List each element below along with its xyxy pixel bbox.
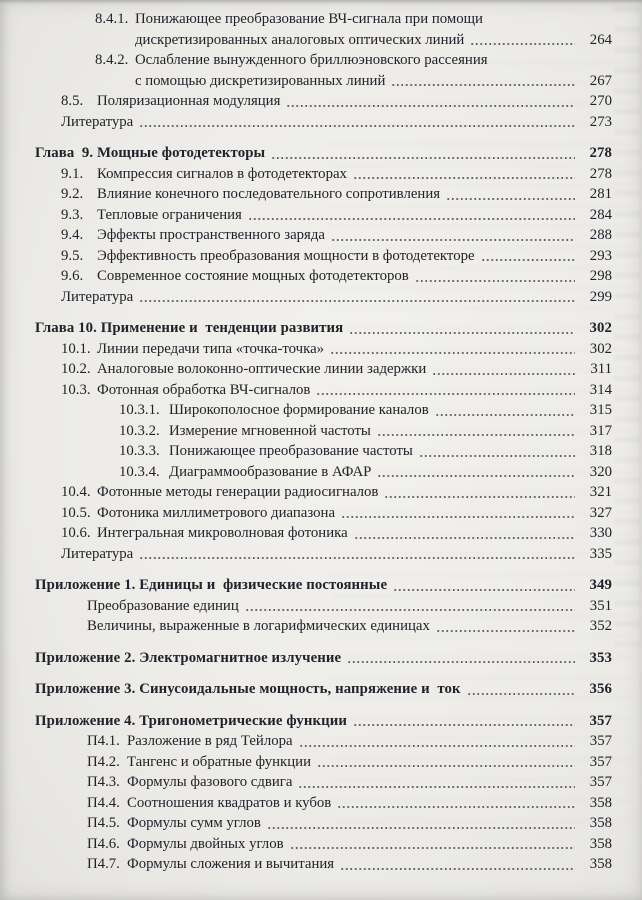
- dotted-leader: [481, 258, 575, 262]
- section-gap: [35, 668, 612, 679]
- toc-entry-title: Фотонные методы генерации радиосигналов: [97, 484, 379, 500]
- toc-entry-page: 278: [589, 145, 612, 161]
- toc-row: [35, 544, 612, 565]
- toc-entry-page: 357: [589, 774, 612, 790]
- toc-entry-number: 10.3.4.: [119, 463, 160, 480]
- toc-entry-title: Широкополосное формирование каналов: [169, 402, 429, 418]
- toc-entry-number: 10.4.: [61, 484, 91, 500]
- toc-entry-title: Приложение 2. Электромагнитное излучение: [35, 649, 342, 666]
- toc-entry-page: 330: [589, 525, 612, 541]
- toc-row: [35, 711, 612, 732]
- dotted-leader: [245, 608, 575, 612]
- toc-entry-number: П4.2.: [87, 753, 120, 770]
- toc-row: [35, 143, 612, 164]
- section-gap: [35, 564, 612, 575]
- toc-entry-page: 352: [589, 618, 612, 634]
- toc-entry-title: Понижающее преобразование ВЧ-сигнала при помощи: [135, 11, 483, 27]
- dotted-leader: [347, 660, 575, 664]
- toc-entry-page: 357: [589, 712, 612, 729]
- toc-entry-number: 10.3.3.: [119, 443, 160, 459]
- toc-entry-number: 9.4.: [61, 227, 84, 243]
- toc-row: [35, 339, 612, 360]
- toc-row: [35, 793, 612, 814]
- toc-entry-title: Влияние конечного последовательного сопротивления: [97, 186, 441, 202]
- toc-entry-number: 10.3.2.: [119, 422, 160, 439]
- toc-entry-number: П4.5.: [87, 815, 120, 831]
- toc-entry-title: Соотношения квадратов и кубов: [127, 794, 332, 811]
- toc-entry-number: 9.2.: [61, 186, 84, 202]
- dotted-leader: [467, 692, 575, 696]
- dotted-leader: [432, 372, 575, 376]
- toc-entry-page: 317: [589, 422, 612, 439]
- dotted-leader: [393, 588, 575, 592]
- toc-row: [35, 523, 612, 544]
- toc-entry-page: 357: [589, 733, 612, 749]
- dotted-leader: [435, 413, 575, 417]
- toc-entry-title: Приложение 1. Единицы и физические постоянные: [35, 577, 388, 593]
- toc-entry-page: 327: [589, 504, 612, 521]
- toc-entry-title: Формулы сложения и вычитания: [127, 856, 335, 872]
- toc-entry-title: Поляризационная модуляция: [97, 93, 281, 109]
- toc-row: [35, 813, 612, 834]
- toc-entry-number: 9.6.: [61, 268, 84, 284]
- toc-entry-page: 288: [589, 227, 612, 243]
- dotted-leader: [286, 104, 575, 108]
- toc-entry-title: Диаграммообразование в АФАР: [169, 463, 372, 480]
- toc-entry-page: 264: [589, 31, 612, 48]
- dotted-leader: [384, 495, 575, 499]
- toc-entry-page: 321: [589, 484, 612, 500]
- toc-row: [35, 482, 612, 503]
- toc-entry-page: 320: [589, 463, 612, 480]
- toc-entry-title: Преобразование единиц: [87, 597, 239, 614]
- toc-row: [35, 205, 612, 226]
- toc-row: [35, 772, 612, 793]
- toc-entry-page: 318: [589, 443, 612, 459]
- toc-entry-page: 267: [589, 72, 612, 89]
- toc-entry-number: П4.6.: [87, 835, 120, 852]
- dotted-leader: [290, 846, 575, 850]
- toc-entry-page: 358: [589, 856, 612, 872]
- toc-row: [35, 731, 612, 752]
- toc-entry-number: 10.3.1.: [119, 402, 160, 418]
- section-gap: [35, 307, 612, 318]
- toc-entry-title-continued: с помощью дискретизированных линий: [135, 72, 386, 89]
- toc-entry-title: Фотонная обработка ВЧ-сигналов: [97, 381, 311, 398]
- toc-row: [35, 752, 612, 773]
- section-gap: [35, 132, 612, 143]
- toc-entry-title: Ослабление вынужденного бриллюэновского рассеяния: [135, 52, 488, 68]
- dotted-leader: [349, 331, 575, 335]
- dotted-leader: [446, 197, 575, 201]
- toc-entry-number: 8.4.1.: [95, 11, 129, 27]
- toc-entry-title: Величины, выраженные в логарифмических единицах: [87, 618, 430, 634]
- dotted-leader: [377, 433, 575, 437]
- toc-entry-title: Аналоговые волоконно-оптические линии задержки: [97, 361, 427, 377]
- toc-row: [35, 834, 612, 855]
- toc-entry-page: 335: [589, 545, 612, 562]
- toc-entry-number: 9.3.: [61, 206, 84, 223]
- toc-entry-number: 10.6.: [61, 525, 91, 541]
- toc-entry-title: Эффекты пространственного заряда: [97, 227, 325, 243]
- dotted-leader: [267, 826, 575, 830]
- scan-edge-shadow: [0, 0, 642, 4]
- dotted-leader: [337, 805, 575, 809]
- dotted-leader: [340, 867, 575, 871]
- toc-entry-number: П4.3.: [87, 774, 120, 790]
- toc-entry-page: 293: [589, 247, 612, 264]
- toc-entry-title: Литература: [61, 113, 134, 130]
- toc-entry-title: Измерение мгновенной частоты: [169, 422, 371, 439]
- toc-entry-page: 358: [589, 835, 612, 852]
- toc-row: [35, 318, 612, 339]
- toc-entry-title: Литература: [61, 288, 134, 305]
- section-gap: [35, 700, 612, 711]
- toc-entry-number: 9.1.: [61, 165, 84, 182]
- toc-entry-page: 273: [589, 113, 612, 130]
- toc-row: [35, 266, 612, 287]
- toc-row: [35, 421, 612, 442]
- toc-entry-title: Фотоника миллиметрового диапазона: [97, 504, 336, 521]
- toc-entry-page: 358: [589, 794, 612, 811]
- dotted-leader: [139, 556, 575, 560]
- toc-row: [35, 679, 612, 700]
- dotted-leader: [330, 351, 575, 355]
- toc-entry-page: 299: [589, 288, 612, 305]
- toc-row: [35, 50, 612, 71]
- toc-entry-title: Компрессия сигналов в фотодетекторах: [97, 165, 347, 182]
- toc-entry-title: Современное состояние мощных фотодетекторов: [97, 268, 409, 284]
- dotted-leader: [316, 392, 575, 396]
- toc-entry-title: Понижающее преобразование частоты: [169, 443, 413, 459]
- dotted-leader: [248, 217, 575, 221]
- toc-entry-number: П4.7.: [87, 856, 120, 872]
- toc-entry-page: 311: [590, 361, 612, 377]
- toc-row: [35, 359, 612, 380]
- toc-entry-title: Линии передачи типа «точка-точка»: [97, 340, 325, 357]
- dotted-leader: [354, 536, 575, 540]
- toc-row: [35, 596, 612, 617]
- toc-row: [35, 503, 612, 524]
- dotted-leader: [271, 156, 575, 160]
- toc-entry-title: Разложение в ряд Тейлора: [127, 733, 293, 749]
- dotted-leader: [391, 83, 575, 87]
- toc-entry-page: 353: [589, 649, 612, 666]
- toc-entry-page: 357: [589, 753, 612, 770]
- toc-entry-title: Формулы сумм углов: [127, 815, 261, 831]
- toc-entry-page: 349: [589, 577, 612, 593]
- toc-entry-title: Приложение 4. Тригонометрические функции: [35, 712, 347, 729]
- toc-row: [35, 9, 612, 30]
- toc-entry-title: Эффективность преобразования мощности в фотодетекторе: [97, 247, 475, 264]
- toc-entry-page: 298: [589, 268, 612, 284]
- toc-entry-page: 302: [589, 340, 612, 357]
- toc-row: [35, 441, 612, 462]
- toc-entry-number: 10.5.: [61, 504, 91, 521]
- toc-entry-page: 281: [589, 186, 612, 202]
- dotted-leader: [353, 176, 575, 180]
- dotted-leader: [436, 629, 575, 633]
- toc-entry-page: 270: [589, 93, 612, 109]
- toc-entry-title: Глава 10. Применение и тенденции развития: [35, 320, 344, 336]
- dotted-leader: [419, 454, 575, 458]
- dotted-leader: [139, 299, 575, 303]
- toc-entry-number: 10.1.: [61, 340, 91, 357]
- toc-entry-title: Литература: [61, 545, 134, 562]
- toc-entry-number: 8.5.: [61, 93, 84, 109]
- toc-row: [35, 164, 612, 185]
- toc-row: [35, 854, 612, 875]
- toc-entry-page: 358: [589, 815, 612, 831]
- toc-entry-title: Интегральная микроволновая фотоника: [97, 525, 348, 541]
- toc-entry-title: Тепловые ограничения: [97, 206, 242, 223]
- toc-entry-number: 9.5.: [61, 247, 84, 264]
- toc-row: [35, 400, 612, 421]
- toc-entry-number: П4.4.: [87, 794, 120, 811]
- toc-row: [35, 246, 612, 267]
- toc-row: [35, 184, 612, 205]
- toc-entry-page: 302: [589, 320, 612, 336]
- toc-entry-page: 284: [589, 206, 612, 223]
- section-gap: [35, 637, 612, 648]
- toc-entry-title-continued: дискретизированных аналоговых оптических линий: [135, 31, 465, 48]
- toc-row-continuation: [35, 30, 612, 51]
- toc-row-continuation: [35, 71, 612, 92]
- toc-entry-page: 356: [589, 681, 612, 697]
- toc-row: [35, 287, 612, 308]
- toc-entry-title: Тангенс и обратные функции: [127, 753, 311, 770]
- toc-row: [35, 648, 612, 669]
- dotted-leader: [317, 764, 575, 768]
- toc-entry-page: 278: [589, 165, 612, 182]
- dotted-leader: [377, 474, 575, 478]
- toc-entry-page: 315: [589, 402, 612, 418]
- toc-entry-number: 10.2.: [61, 361, 91, 377]
- dotted-leader: [470, 42, 575, 46]
- toc-entry-title: Приложение 3. Синусоидальные мощность, напряжение и ток: [35, 681, 461, 697]
- dotted-leader: [299, 744, 575, 748]
- toc-row: [35, 91, 612, 112]
- toc-row: [35, 225, 612, 246]
- dotted-leader: [415, 279, 575, 283]
- toc-entry-title: Формулы двойных углов: [127, 835, 284, 852]
- dotted-leader: [331, 238, 575, 242]
- dotted-leader: [353, 723, 575, 727]
- dotted-leader: [298, 785, 575, 789]
- toc-row: [35, 616, 612, 637]
- toc-entry-number: П4.1.: [87, 733, 120, 749]
- toc-row: [35, 462, 612, 483]
- toc-entry-title: Формулы фазового сдвига: [127, 774, 293, 790]
- toc-entry-number: 8.4.2.: [95, 52, 129, 68]
- dotted-leader: [341, 515, 575, 519]
- toc-entry-page: 351: [589, 597, 612, 614]
- toc-entry-page: 314: [589, 381, 612, 398]
- dotted-leader: [139, 124, 575, 128]
- toc-row: [35, 112, 612, 133]
- toc-entry-number: 10.3.: [61, 381, 91, 398]
- toc-row: [35, 380, 612, 401]
- toc-entry-title: Глава 9. Мощные фотодетекторы: [35, 145, 266, 161]
- toc-row: [35, 575, 612, 596]
